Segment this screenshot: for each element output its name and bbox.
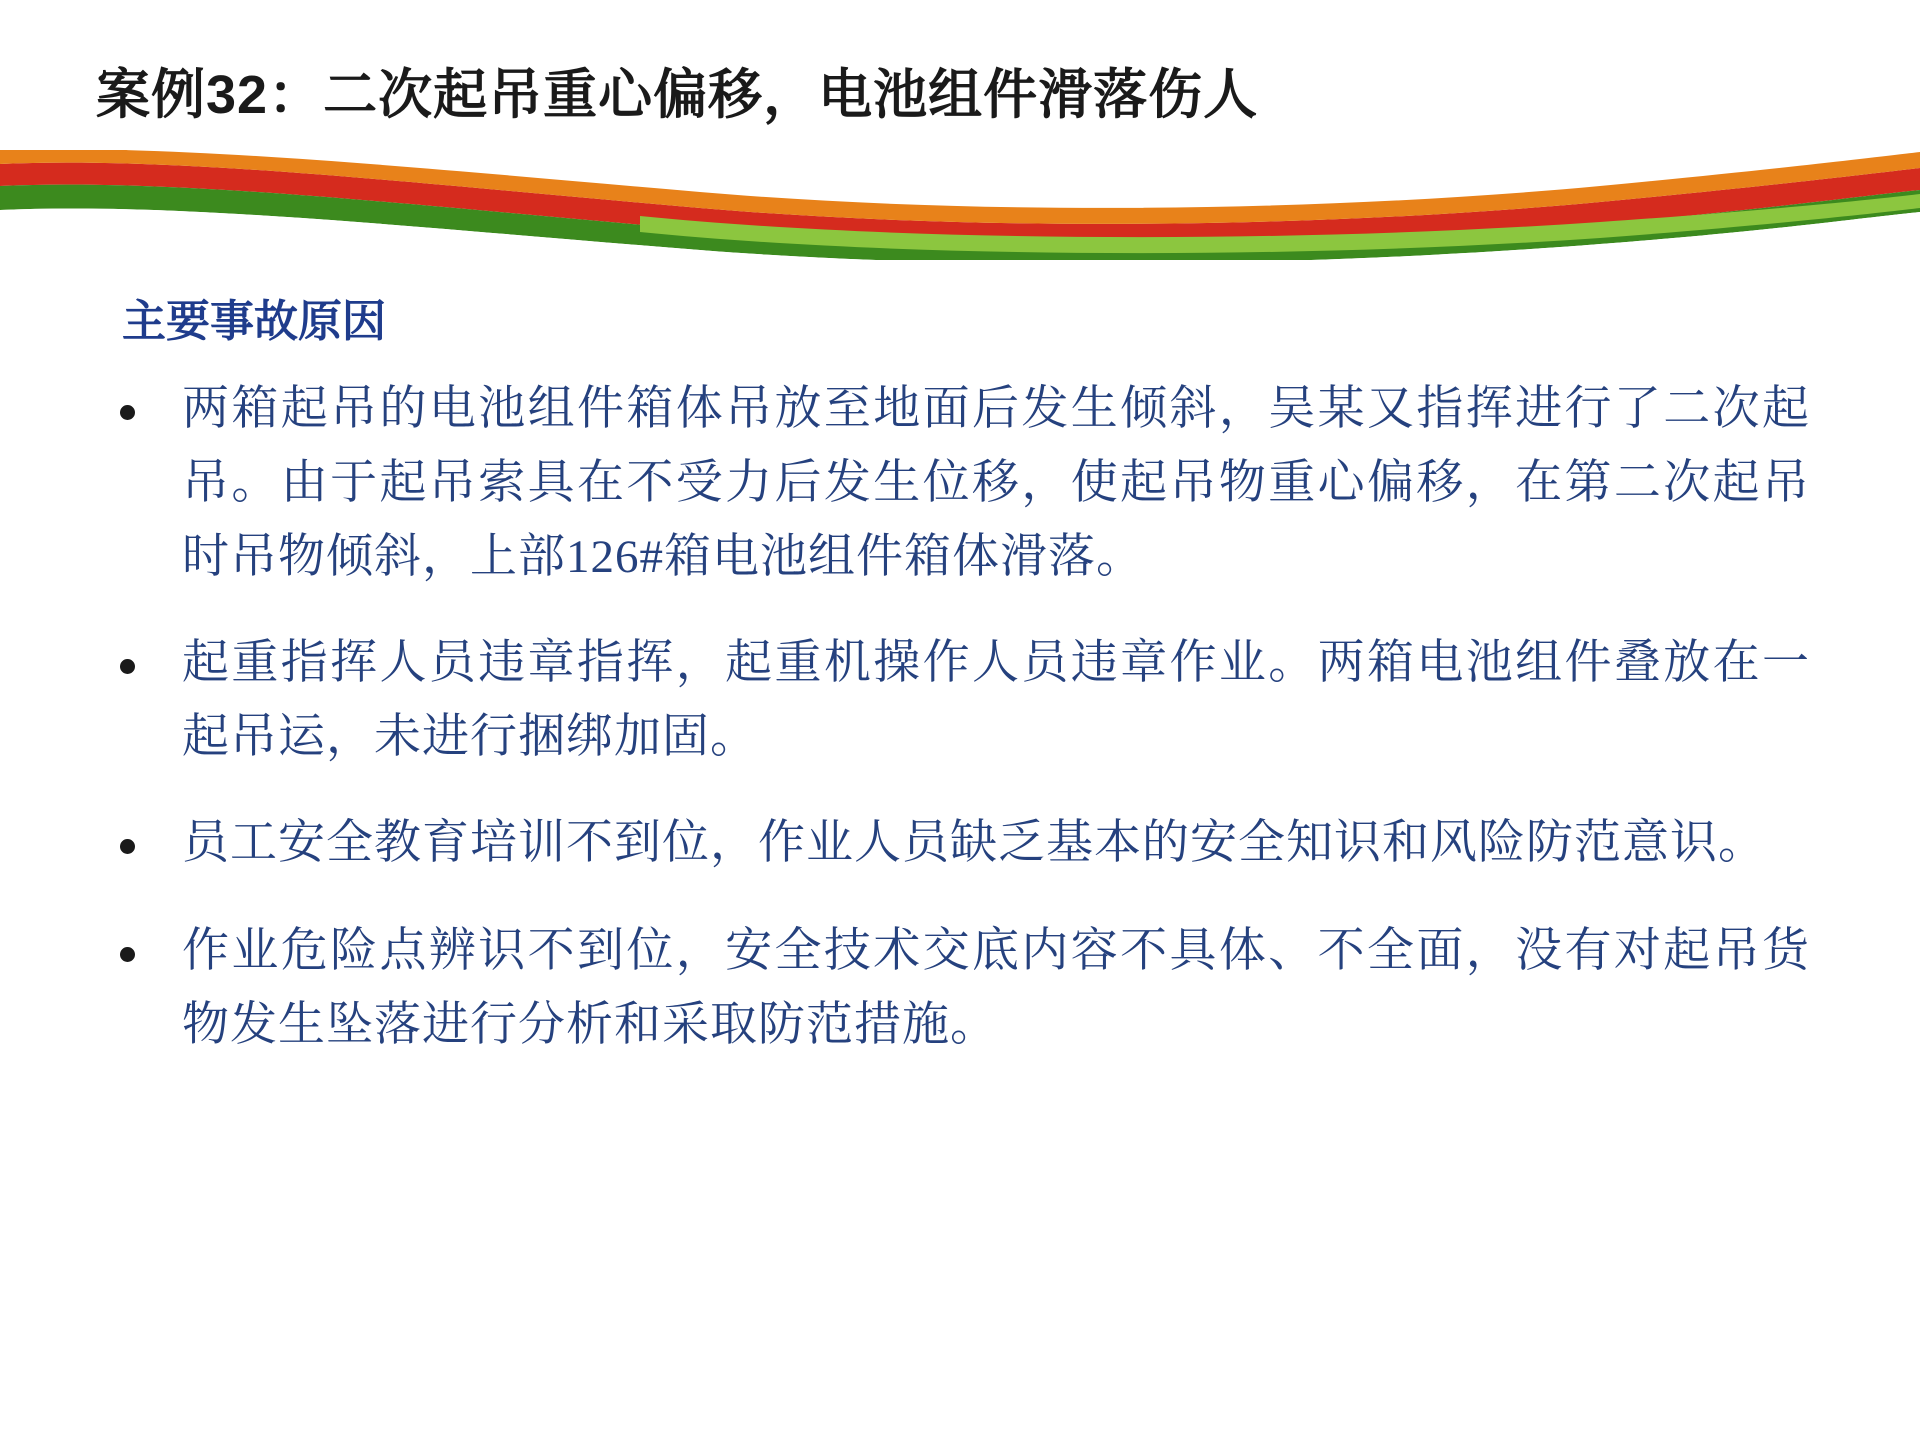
list-item-text: 员工安全教育培训不到位，作业人员缺乏基本的安全知识和风险防范意识。 [182,817,1766,869]
list-item-text: 两箱起吊的电池组件箱体吊放至地面后发生倾斜，吴某又指挥进行了二次起吊。由于起吊索具在不受力后发生位移，使起吊物重心偏移，在第二次起吊时吊物倾斜，上部126#箱电池组件箱体滑落。 [182,383,1810,583]
list-item-text: 起重指挥人员违章指挥，起重机操作人员违章作业。两箱电池组件叠放在一起吊运，未进行捆绑加固。 [182,637,1810,763]
decorative-band [0,150,1920,260]
bullet-dot-icon [110,372,182,448]
list-item [110,626,1810,774]
bullet-dot-icon [110,914,182,990]
list-item-text: 作业危险点辨识不到位，安全技术交底内容不具体、不全面，没有对起吊货物发生坠落进行分析和采取防范措施。 [182,925,1810,1051]
page-title: 案例32：二次起吊重心偏移，电池组件滑落伤人 [96,65,1259,125]
bullet-dot-icon [110,806,182,882]
list-item [110,914,1810,1062]
bullet-dot-icon [110,626,182,702]
list-item [110,806,1810,882]
bullet-list [110,372,1810,1094]
list-item [110,372,1810,594]
section-heading: 主要事故原因 [122,297,386,346]
